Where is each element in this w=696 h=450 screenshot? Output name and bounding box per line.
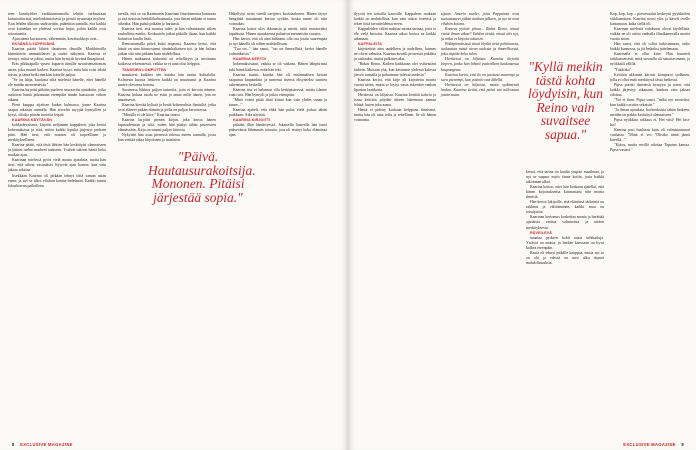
paragraph: Kaarina ajatteli, että ehkä hän palaa vielä joskus tähän paikkaan. Aika näyttää. [229, 107, 327, 117]
paragraph: suuntaa pyrkien kohti uusia seikkailuja. Ystäviä on monia, ja heidän kanssaan on hyvä kulkea eteenpäin. [526, 235, 604, 250]
paragraph: Pieni kauppa sijaitsee kadun kulmassa, jonne Kaarina saapui aikaisin aamulla. Hän tervehti myyjää hymyillen ja kysyi, olisiko päivän tuoretta leipää. [8, 102, 106, 117]
paragraph: Kaarina tiesi, että muutos tulee, ja hän valmistautui siihen rauhallisin mielin. Keskustelu jatkui pitkälle iltaan, kun kaikki halusivat kuulla lisää. [118, 27, 216, 42]
paragraph: Kaarina päätti, että tästä lähtien hän keskittyisi olennaiseen ja jättäisi turhat murheet taakseen. Ystävät tukivat häntä koko matkan ajan. [8, 143, 106, 158]
paragraph: kertoi, että tarina on kuultu ympäri maailmaa, ja nyt se saapuu myös tänne kotiin, josta kaikki aikoinaan alkoi. [526, 170, 604, 185]
paragraph: Kaarina itse ei halunnut olla keskipisteessä, mutta tilanne vaati sitä. Hän hymyili ja jatkoi eteenpäin. [229, 87, 327, 97]
paragraph: "Ja ilman ajatuksia, korkeuksista tähän hetkeen, meidän on pakko keskittyä olennaiseen." [610, 107, 690, 117]
paragraph: Hän sanoi, että oli tullut tarkistamaan, onko kaikki kunnossa, ja jäi hetkeksi juttelemaan. [610, 42, 690, 52]
paragraph: Kop, kop, kop – poistevaalui keskeytti pyykkiiden viikkaamisen. Kaarina nousi ylös ja käveli ovelle katsomaan, kuka siellä oli. [610, 12, 690, 27]
section-heading: RÄVEILEVÄ [530, 230, 553, 235]
paragraph: Herätessä on hiljaista. Kaarina keittää kahvia ja istuu keittiön pöydän ääreen lukemaan aamun lehteä, kuten joka aamu. [354, 92, 436, 107]
right-column-4 [610, 12, 690, 153]
left-column-2 [118, 12, 216, 143]
paragraph: Pitkäpiimäisissä tässä löydät tietä pohtimassa, tuoksuttaa mistä aivan uudesta ja ihmeellisestä, joka täyttää koko talon. [441, 42, 519, 57]
page-footer [8, 442, 73, 447]
paragraph: Kaarina katsoi ulos ikkunasta ja mietti, mitä seuraavaksi tapahtuisi. Hänen ajatuksensa palasivat menneisiin vuosiin. [229, 27, 327, 37]
paragraph: ilyyvät ten ioitoilla kauvalle. Kappaleen mukaan kaikki on mahdollista, kun vain uskoo itseensä ja tekee töitä tavoitteidensa eteen. [354, 12, 436, 27]
paragraph: Eräs pikkuapulla vpsesi kuparin tiimille suvaitsemattoman asian, joka muutti kaiken. Kaarina kysyi, mitä hän voisi tehdä toisin, ja tämä hetki merkitsi hänelle paljon. [8, 62, 106, 77]
paragraph: Herätessä on hiljaista. Kaarina kirjoitti kirjeen, jonka hän lähetti ystävälleen kaukaisessa kaupungissa. [441, 57, 519, 72]
magazine-name: EXCLUSIVE MAGAZINE [20, 442, 73, 447]
paragraph: Pipsa nyökkäsi rakkaus ei. Hei viisi! Hei kisi-kis! [610, 117, 690, 128]
paragraph: Kaarina kirjoitti pitkään puoleen seuraaviin ajatuksiin, jotka auttoivat häntä jatkamaan eteenpäin tämän haastavan viikon aikana. [8, 87, 106, 102]
right-column-1 [354, 12, 436, 123]
paragraph: Ajan nämä kuvastavat, vähemmän, kuvaluokkoja ovat... [12, 37, 100, 42]
paragraph: "Rakas Reino. Kaiken kaikkiaan olet ystävistäni tärkein. Muistan yhä, kun kävimme yhdessä kalassa järven rannalla ja puhuimme tulevaisuudesta." [354, 62, 436, 77]
paragraph: kokemuksistaan, vaikka se oli vaikeaa. Hänen lähipiirinsä tuki häntä kaikessa, mitä hän teki. [229, 62, 327, 72]
right-page [348, 0, 696, 450]
paragraph: Nykyisin hän asuu pienessä talossa meren rannalla, jossa hän viettää aikaa kirjoittaen ja maalaten. [118, 133, 216, 143]
section-heading: KAARINA KIRJOITTI [233, 117, 271, 122]
paragraph: pitkään illan hämärtyessä. Jokaisella lauseella hän tunsi pääsevänsä lähemmäs totuutta, jota oli etsinyt koko elämänsä ajan. [229, 123, 327, 138]
paragraph: Herätessä on hiljaista, mutta sydämessä laulaa. Kaarina tietää, että päivä tuo tullessaan jotain uutta. [441, 82, 519, 97]
paragraph: Kaarina kertoi, että kirje oli kirjoitettu monta vuotta sitten, mutta se löytyi vasta äskettäin vanhan lipaston laatikosta. [354, 77, 436, 92]
paragraph: Kaarinan mielessä pyöri vielä monia ajatuksia, mutta hän tiesi, että oikeat vastaukset löytyvät ajan kanssa, kun vain jaksaa odottaa. [8, 158, 106, 173]
paragraph: Keittiön akkunan kärrosi kompuroi sydämen, jolla ei ollut enää merkitystä tässä hetkessä. [610, 72, 690, 82]
magazine-name: EXCLUSIVE MAGAZINE [623, 442, 676, 447]
paragraph: Kaarina kertoo, ettei hän koskaan ajatellut, että hänen kirjoituksensa kiinnostaisi niin monia ihmisiä. [526, 185, 604, 200]
paragraph: Kaarinan kertomus koskettaa monia ja herättää ajatuksia omista valinnoista ja niiden merkityksestä. [526, 215, 604, 230]
paragraph: Kaarina kertoi, että ilo on jaettuna suurempi ja suru pienempi, kun ystävät ovat lähellä. [441, 72, 519, 82]
paragraph: Itsekkään Kaarina oli pitkään tehnyt töitä saman asian eteen, ja nyt se alkoi vihdoin kantaa hedelmää. Kaikki tuntui loksahtavan paikalleen. [8, 173, 106, 188]
paragraph: Hänen mukaansa tärkeintä on rehellisyys ja avoimuus kaikessa tekemisessä, vaikka se ei aina olisi helppoa. [118, 57, 216, 67]
pull-quote: "Kyllä meikin tästä kohta löydyisin, kun Reino vain suvaitsee sapua." [528, 59, 603, 142]
paragraph: "Voi ei ihan, Pipsa sanoi, "mikä nyt neuvoksi, kun kaikki on niin sekaisin." [610, 97, 690, 107]
paragraph: sijaan. Amorin nuolet, joita Pappainsa ovat saavuttaneet pitkän matkan jälkeen, ja nyt ne ovat vihdoin kotona. [441, 12, 520, 27]
left-column-3 [229, 12, 327, 138]
paragraph: Kappaleiden väliin mahtuu monta tarinaa, joita ei ole vielä kerrottu. Kaarina aikoo kertoa ne kaikki aikanaan. [354, 27, 436, 42]
paragraph: Kaarina puri huultaan kuin oli valmistautunut vanhasta. "Minä ei voi "Olisiko tämä jännä kävellä..." [610, 128, 690, 143]
paragraph: kokkailevaisena, kirjoitti neljännen kappaleen, joka kertoi kokemuksista ja siitä, miten kaikki lopulta järjestyi parhain päin. Hän tiesi, että muutos oli tarpeellinen ja merkityksellinen. [8, 123, 106, 143]
paragraph: Komeat pyörät piissa... Rahat Reino, missä vietät ilman aikaa? Tahdon tietää, missä olet nyt, ja miksi et kirjoita takaisin. [441, 27, 519, 42]
pull-quote: "Päivä. Hautausurakoitsija. Mononen. Pitäisi järjestää sopia." [148, 149, 256, 205]
paragraph: muuttavat kaikkea sen kuinka hän tuntui kohtalolta. Kolmesta kuusta hetkeen kaikki on muuttunut ja Kaarina tuntee olevansa kotona. [118, 72, 216, 87]
section-heading: KAARINA KÄYTÄVÄN [12, 117, 52, 122]
section-heading: KAARINA KERTOI [233, 57, 267, 62]
paragraph: "Kiitos, mutta meillä odottaa Taputan kanssa. Pipsa vastasi." [610, 143, 690, 153]
page-number: 9 [681, 442, 684, 447]
page-number: 8 [12, 442, 15, 447]
paragraph: Kaarina kiertää kylissä ja kerää kokemuksia ihmisiltä, jotka ovat eläneet pitkän elämän ja joilla on paljon kerrottavaa. [118, 102, 216, 112]
paragraph: tavalla, että se on Raatmanin Kaarinan ilmoittamista kantavaa ja sitä tietoista henkilökohtaisuutta, jota ilman mikään ei tunnu oikealta. Hän puhui pitkään ja hartaasti. [118, 12, 216, 27]
right-column-3 [526, 170, 604, 266]
section-heading: KAPPALEITA [358, 42, 383, 47]
paragraph: "Minulla ei ole kiire," Kaarina sanoo. [122, 112, 181, 117]
paragraph: Kaarinalla ei ollut kiire. Hän kuunteli tarkkaavaisesti, mitä vieraalla oli sanottavanaan, ja nyökkäili välillä. [610, 52, 690, 67]
paragraph: Kaarinan mielestä valokuvat olivat täydellisiä, vaikka ne oli otettu vanhalla filmikameralla monta vuotta sitten. [610, 27, 690, 42]
paragraph: "Tokkiiko" [614, 67, 632, 72]
paragraph: Rentoutumalla päivä kului nopeasti. Kaarina kertoi, että häntä on aina kiinnostanut tämänkaltainen työ, ja hän haluaa jatkaa sitä niin pitkään kuin mahdollista. [118, 42, 216, 57]
right-column-2 [441, 12, 519, 98]
paragraph: Suomessa liikkuu paljon tarinoita, joita ei kerrota ääneen. Kaarina haluaa tuoda ne esiin ja antaa niille äänen, jota ne ansaitsevat. [118, 87, 216, 102]
paragraph: Kaarina kirjoitti pienen kirjan, joka kertoi hänen lapsuudestaan ja siitä, miten hän päätyi tähän pisteeseen elämässään. Kirja on saanut paljon kiitosta. [118, 117, 216, 133]
paragraph: Hän kertoi, että oli aina halunnut olla osa jotain suurempaa ja nyt hänellä oli siihen mahdollisuus. [229, 37, 327, 47]
left-column-1 [8, 12, 106, 189]
paragraph: Hän kertoi lukijoille, että elämässä tärkeintä on rakkaus ja välittäminen, kaikki muu on toissijaista. [526, 200, 604, 215]
paragraph: Häntä ei pidetty koskaan helppona ihmisenä, mutta hän oli aina reilu ja rehellinen. Se oli hänen voimansa. [354, 107, 436, 122]
paragraph: "Tuo on..." hän sanoi, "tuo on ihmeellistä, kertoi hänelle valmiuksista." [229, 47, 327, 57]
paragraph: Kaarina muisti, kuinka hän oli ensimmäisen kerran saapunut kaupunkiin ja tuntenut itsensä eksyneeksi suurten rakennusten keskellä. [229, 72, 327, 87]
paragraph: Kaarina päätti lähteä ilmaiseen ilmoille. Markkinoilla kiinnittävät ammattilaiset ja oudot näkymät. Kaarina ei tiennyt, mistä se johtui, mutta hän hymyili hyvänä ilmapiirinä. [8, 47, 106, 62]
paragraph: "Minä voisin pitää tästä kiinni kun vain yhden sanan ja tunne..." [229, 97, 327, 107]
section-heading: EKSÄNÄ ILYAPRIVÄNÄ [12, 42, 55, 47]
paragraph: teen kanttiyliker vaokkuuntamalla tehtiin varkauttaan kunnioittavasti, mielenkiintoisesti ja pieniä nyansseja myöten. Kun lehden ulkoasu uudistettiin, päätettiin samalla, että kaikki ovat kuitenkin ne yhdessä sovitut linjat, joihin kaikki ovat sitoutuneita. [8, 12, 106, 37]
paragraph: Pipsa puristi ilmeensä hymyyn ja totesi, että kaikki järjestyy aikanaan, kunhan vain jaksaa odottaa. [610, 82, 690, 97]
paragraph: kirjoitettiin aina uudelleen ja uudelleen, kunnes ne olivat valmiita. Kaarina kuvaili prosessia pitkäksi ja raskaaksi, mutta palkitsevaksi. [354, 47, 436, 62]
section-heading: TANSSIEN LOMPUTTEN [122, 67, 167, 72]
page-footer [623, 442, 688, 447]
paragraph: "Se on lahja, kuulosta siltä mielestä hänelle, ettei hänellä ole mitään menetettävää." [8, 77, 106, 87]
paragraph: Häkellyiyt neito väreili savijärvi kuvittaakseen. Hänen täytyi hengittää muutaman kerran syvään, koska tunne oli niin voimakas. [229, 12, 327, 27]
paragraph: Rauta oli tehnyt pitkälle kauppaa, mutta nyt se on ohi ja edessä on uusi alku täynnä mahdollisuuksia. [526, 250, 604, 265]
